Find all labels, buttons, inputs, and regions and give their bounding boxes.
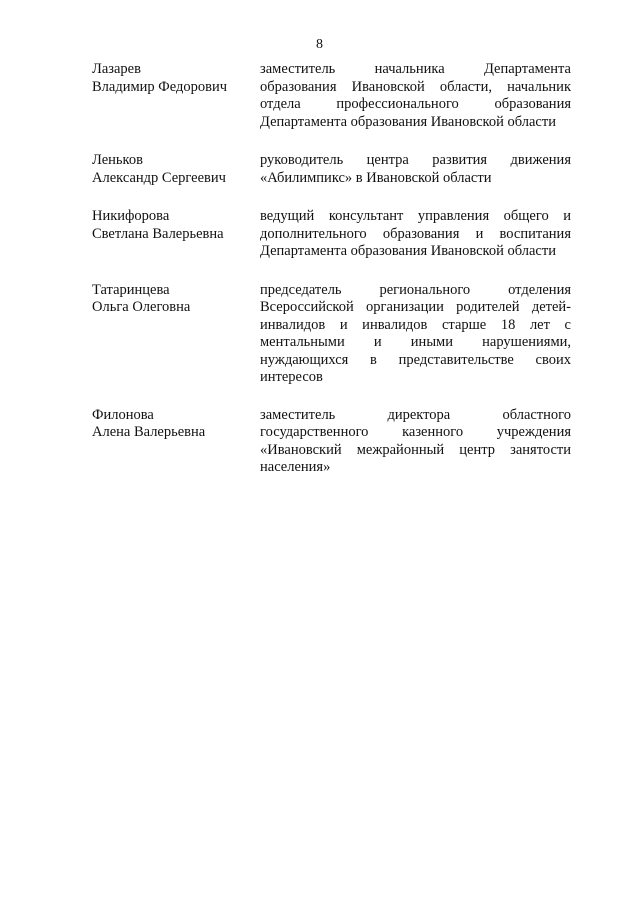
member-entry xyxy=(92,407,572,477)
member-surname: Филонова xyxy=(92,406,154,423)
member-list xyxy=(92,61,572,497)
member-given-names: Александр Сергеевич xyxy=(92,169,226,186)
member-surname: Татаринцева xyxy=(92,281,170,298)
member-name xyxy=(92,208,260,261)
member-position: председатель регионального отделения Всероссийской организации родителей детей-инвалидов и инвалидов старше 18 лет с ментальными и иными нарушениями, нуждающихся в представительстве своих интересов xyxy=(260,281,571,385)
member-position: заместитель директора областного государственного казенного учреждения «Ивановский межрайонный центр занятости населения» xyxy=(260,406,571,475)
member-name xyxy=(92,152,260,187)
member-position: заместитель начальника Департамента образования Ивановской области, начальник отдела профессионального образования Департамента образования Ивановской области xyxy=(260,61,571,130)
member-given-names: Владимир Федорович xyxy=(92,78,228,95)
member-entry xyxy=(92,61,572,131)
member-given-names: Алена Валерьевна xyxy=(92,424,206,440)
member-given-names: Светлана Валерьевна xyxy=(92,225,224,242)
member-entry xyxy=(92,152,572,187)
member-surname: Никифорова xyxy=(92,208,170,224)
member-given-names: Ольга Олеговна xyxy=(92,299,191,315)
member-position: ведущий консультант управления общего и дополнительного образования и воспитания Департамента образования Ивановской области xyxy=(260,208,571,259)
page-number: 8 xyxy=(316,37,323,52)
member-name xyxy=(92,282,260,387)
member-surname: Леньков xyxy=(92,152,143,168)
member-name xyxy=(92,407,260,477)
member-position: руководитель центра развития движения «Абилимпикс» в Ивановской области xyxy=(260,152,571,186)
member-name xyxy=(92,61,260,131)
member-entry xyxy=(92,282,572,387)
member-entry xyxy=(92,208,572,261)
member-surname: Лазарев xyxy=(92,61,141,77)
